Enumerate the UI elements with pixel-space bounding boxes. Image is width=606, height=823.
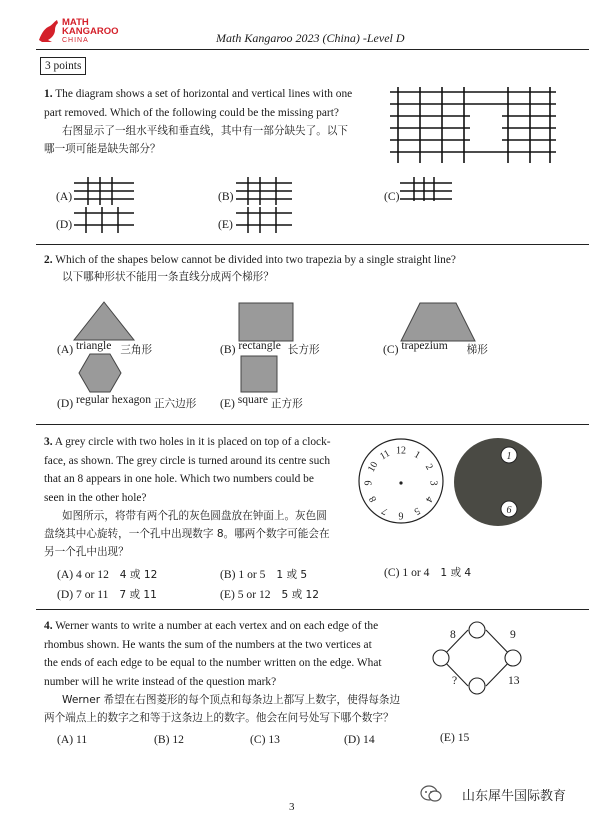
q4-option-e — [440, 731, 469, 744]
q4-edge-label-top-left: 8 — [450, 628, 456, 641]
q4-vertex-right — [505, 650, 521, 666]
q2-trapezium-shape — [400, 302, 476, 342]
q1-text-cn-line2: 哪一项可能是缺失部分？ — [44, 143, 161, 155]
q3-option-a-en: 4 or 12 — [76, 568, 109, 581]
header-divider — [36, 49, 589, 50]
page-number: 3 — [289, 801, 295, 813]
q3-clock-face — [356, 436, 446, 526]
q3-hole-bottom-number: 6 — [506, 505, 512, 516]
clock-number-10: 10 — [366, 459, 381, 475]
q2-option-c — [383, 341, 488, 360]
q2-option-c-label: (C) — [383, 343, 399, 356]
q2-option-a-cn: 三角形 — [120, 344, 153, 356]
q2-option-d-cn: 正六边形 — [153, 398, 197, 410]
clock-number-4: 4 — [422, 494, 435, 504]
q3-option-d-en: 7 or 11 — [76, 588, 109, 601]
q2-option-a-label: (A) — [57, 343, 74, 356]
q4-option-b-value: 12 — [172, 733, 184, 746]
q4-vertex-top — [469, 622, 485, 638]
q1-text-cn-line1: 右图显示了一组水平线和垂直线，其中有一部分缺失了。以下 — [62, 125, 349, 137]
q4-option-b-label: (B) — [154, 733, 170, 746]
logo-word-china: CHINA — [62, 37, 89, 44]
q1-option-d-figure — [74, 205, 134, 235]
q3-text-en — [44, 433, 349, 507]
q1-option-e-figure — [236, 205, 292, 235]
logo-word-math: MATH — [62, 17, 89, 28]
q4-option-c — [250, 733, 280, 746]
q3-text-line1: A grey circle with two holes in it is placed on top of a clock- — [54, 436, 331, 448]
q4-text-en — [44, 617, 424, 691]
q2-option-e — [220, 395, 303, 414]
q3-text-cn-line2: 盘绕其中心旋转，一个孔中出现数字 8。哪两个数字可能会在 — [44, 528, 330, 540]
clock-number-11: 11 — [378, 448, 392, 463]
q2-divider — [36, 424, 589, 425]
kangaroo-logo-icon — [36, 18, 60, 44]
q4-vertex-left — [433, 650, 449, 666]
q3-grey-disc — [452, 436, 544, 528]
q2-option-c-cn: 梯形 — [466, 344, 488, 356]
q4-edge-label-question: ? — [452, 674, 458, 687]
q2-option-e-cn: 正方形 — [270, 398, 303, 410]
q4-option-a — [57, 733, 87, 746]
q1-option-e-label: (E) — [218, 218, 233, 231]
clock-number-7: 7 — [380, 504, 390, 517]
q3-option-d — [57, 586, 157, 605]
watermark-text: 山东犀牛国际教育 — [462, 789, 567, 804]
q1-option-c-label: (C) — [384, 190, 400, 203]
q2-option-b-en: rectangle — [238, 339, 281, 352]
q3-option-b-label: (B) — [220, 568, 236, 581]
q2-option-a-en: triangle — [76, 339, 112, 352]
q1-option-a-figure — [74, 175, 134, 207]
q4-option-d-label: (D) — [344, 733, 361, 746]
q2-option-b-label: (B) — [220, 343, 236, 356]
q2-triangle-shape — [72, 300, 136, 342]
q2-text-en — [44, 251, 456, 270]
q4-edge-label-bottom-right: 13 — [508, 674, 520, 687]
q3-option-c-en: 1 or 4 — [402, 566, 430, 579]
q4-text-cn-line2: 两个端点上的数字之和等于这条边上的数字。他会在问号处写下哪个数字？ — [44, 712, 394, 724]
q4-option-d-value: 14 — [363, 733, 375, 746]
q4-option-d — [344, 733, 375, 746]
q2-number: 2. — [44, 254, 53, 266]
q3-option-b-cn: 1 或 5 — [276, 569, 308, 581]
q3-divider — [36, 609, 589, 610]
clock-number-9: 9 — [363, 480, 375, 486]
logo-word-kangaroo: KANGAROO — [62, 26, 119, 37]
q2-option-b-cn: 长方形 — [287, 344, 320, 356]
q4-number: 4. — [44, 620, 53, 632]
q4-text-line4: number will he write instead of the question mark? — [44, 675, 277, 688]
q3-hole-top-number: 1 — [506, 451, 512, 462]
q4-text-line2: rhombus shown. He wants the sum of the numbers at the two vertices at — [44, 638, 372, 651]
q3-option-b-en: 1 or 5 — [238, 568, 266, 581]
q4-option-c-label: (C) — [250, 733, 266, 746]
q1-option-d-label: (D) — [56, 218, 73, 231]
q3-text-line4: seen in the other hole? — [44, 491, 147, 504]
wechat-icon — [420, 784, 442, 804]
clock-number-8: 8 — [367, 494, 380, 504]
q3-option-e-cn: 5 或 12 — [281, 589, 320, 601]
q3-option-a — [57, 566, 157, 585]
clock-number-2: 2 — [422, 462, 435, 472]
q3-text-line3: that an 8 appears in one hole. Which two numbers could be — [44, 473, 314, 485]
q3-option-d-label: (D) — [57, 588, 74, 601]
q4-option-e-value: 15 — [457, 731, 470, 744]
q3-option-e-label: (E) — [220, 588, 235, 601]
q1-option-c-figure — [400, 175, 452, 203]
q3-option-b — [220, 566, 307, 585]
q4-option-a-label: (A) — [57, 733, 74, 746]
q1-text-en — [44, 85, 389, 122]
clock-number-12: 12 — [396, 445, 406, 457]
q2-option-c-en: trapezium — [401, 339, 448, 352]
q2-rectangle-shape — [238, 302, 294, 342]
page-title: Math Kangaroo 2023 (China) -Level D — [216, 31, 405, 45]
logo-text — [62, 18, 118, 45]
q2-option-d-label: (D) — [57, 397, 74, 410]
q1-number: 1. — [44, 88, 53, 100]
q3-option-a-label: (A) — [57, 568, 74, 581]
q3-option-e-en: 5 or 12 — [237, 588, 271, 601]
q1-option-a-label: (A) — [56, 190, 73, 203]
clock-number-5: 5 — [412, 504, 422, 517]
q1-option-b-figure — [236, 175, 292, 207]
q1-text-line1: The diagram shows a set of horizontal and vertical lines with one — [55, 88, 353, 100]
q3-option-d-cn: 7 或 11 — [119, 589, 157, 601]
q4-text-cn-line1: Werner 希望在右图菱形的每个顶点和每条边上都写上数字，使得每条边 — [62, 694, 401, 706]
q3-option-c-label: (C) — [384, 566, 400, 579]
q3-text-cn-line3: 另一个孔中出现？ — [44, 546, 129, 558]
q3-option-a-cn: 4 或 12 — [119, 569, 158, 581]
q4-text-line3: the ends of each edge to be equal to the number written on the edge. What — [44, 657, 382, 669]
q4-rhombus-diagram — [428, 617, 538, 695]
q4-option-b — [154, 733, 184, 746]
q4-option-a-value: 11 — [76, 733, 88, 746]
q3-option-e — [220, 586, 319, 605]
q1-option-b-label: (B) — [218, 190, 234, 203]
q2-option-d — [57, 395, 196, 414]
q2-option-e-en: square — [237, 393, 268, 406]
q3-number: 3. — [44, 436, 53, 448]
q2-text-cn: 以下哪种形状不能用一条直线分成两个梯形？ — [62, 271, 274, 283]
q4-vertex-bottom — [469, 678, 485, 694]
q4-edge-label-top-right: 9 — [510, 628, 516, 641]
clock-number-1: 1 — [412, 449, 422, 462]
q3-option-c-cn: 1 或 4 — [440, 567, 472, 579]
q4-text-line1: Werner wants to write a number at each vertex and on each edge of the — [55, 620, 379, 632]
q2-text: Which of the shapes below cannot be divided into two trapezia by a single straight line? — [55, 254, 456, 266]
q2-hexagon-shape — [78, 353, 122, 393]
q2-option-d-en: regular hexagon — [76, 393, 152, 406]
points-box: 3 points — [40, 57, 86, 75]
q3-disc-body — [454, 438, 542, 526]
clock-number-6: 6 — [398, 509, 404, 521]
q2-square-shape — [240, 355, 278, 393]
q4-option-c-value: 13 — [268, 733, 280, 746]
clock-number-3: 3 — [427, 480, 439, 486]
q3-text-cn-line1: 如图所示，将带有两个孔的灰色圆盘放在钟面上。灰色圆 — [62, 510, 327, 522]
watermark-badge — [418, 781, 596, 807]
q2-option-e-label: (E) — [220, 397, 235, 410]
q3-option-c — [384, 564, 471, 583]
q4-option-e-label: (E) — [440, 731, 455, 744]
q1-text-line2: part removed. Which of the following could be the missing part? — [44, 106, 339, 119]
q3-text-line2: face, as shown. The grey circle is turned around its centre such — [44, 454, 331, 467]
q1-divider — [36, 244, 589, 245]
q1-grid-diagram — [390, 87, 560, 167]
q1-missing-region — [470, 109, 502, 147]
